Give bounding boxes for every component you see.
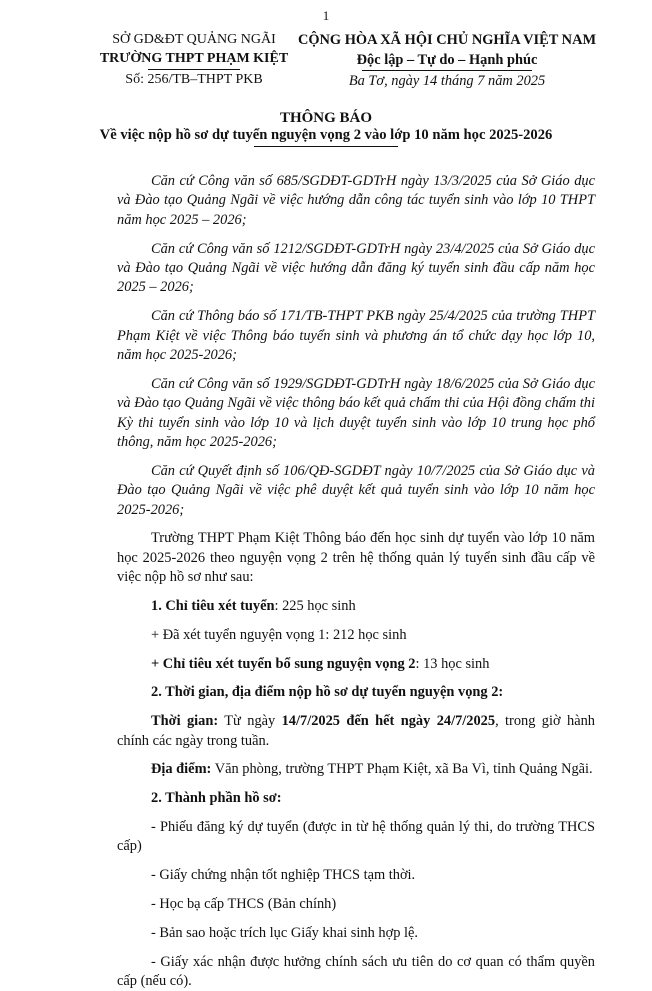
section-documents-heading: 2. Thành phần hồ sơ:: [151, 790, 282, 807]
legal-basis-1: Căn cứ Công văn số 685/SGDĐT-GDTrH ngày 13/3/2025 của Sở Giáo dục và Đào tạo Quảng Ngãi về việc hướng dẫn công tác tuyển sinh vào lớp 10 THPT năm học 2025 – 2026;: [117, 173, 595, 228]
document-body: [117, 172, 595, 991]
document-item: - Giấy xác nhận được hưởng chính sách ưu tiên do cơ quan có thẩm quyền cấp (nếu có).: [117, 953, 595, 990]
quota-round2-label: + Chỉ tiêu xét tuyển bổ sung nguyện vọng 2: [151, 655, 416, 672]
place-paragraph: [117, 760, 595, 779]
quota-round1: + Đã xét tuyển nguyện vọng 1: 212 học sinh: [151, 626, 407, 643]
country-name: CỘNG HÒA XÃ HỘI CHỦ NGHĨA VIỆT NAM: [297, 32, 597, 48]
legal-basis-3: Căn cứ Thông báo số 171/TB-THPT PKB ngày 25/4/2025 của trường THPT Phạm Kiệt về việc Thông báo tuyển sinh và phương án tổ chức dạy học lớp 10, năm học 2025-2026;: [117, 308, 595, 364]
document-item: - Giấy chứng nhận tốt nghiệp THCS tạm thời.: [151, 867, 416, 884]
place-label: Địa điểm:: [151, 761, 212, 778]
time-text-1: Từ ngày: [218, 713, 282, 730]
intro-paragraph: Trường THPT Phạm Kiệt Thông báo đến học sinh dự tuyển vào lớp 10 năm học 2025-2026 theo nguyện vọng 2 trên hệ thống quản lý tuyển sinh đầu cấp về việc nộp hồ sơ như sau:: [117, 530, 595, 586]
national-motto: Độc lập – Tự do – Hạnh phúc: [356, 52, 538, 68]
place-date: Ba Tơ, ngày 14 tháng 7 năm 2025: [348, 73, 546, 89]
legal-basis-5: Căn cứ Quyết định số 106/QĐ-SGDĐT ngày 10/7/2025 của Sở Giáo dục và Đào tạo Quảng Ngãi về việc phê duyệt kết quả tuyển sinh vào lớp 10 năm học 2025-2026;: [117, 462, 595, 518]
quota-round2: [117, 655, 595, 674]
time-text-2: , trong giờ hành chính các ngày trong tuần.: [117, 713, 595, 749]
department-name: SỞ GD&ĐT QUẢNG NGÃI: [112, 32, 276, 47]
legal-basis-4: Căn cứ Công văn số 1929/SGDĐT-GDTrH ngày 18/6/2025 của Sở Giáo dục và Đào tạo Quảng Ngãi về việc thông báo kết quả chấm thi của Hội đồng chấm thi Kỳ thi tuyển sinh vào lớp 10 và lịch duyệt tuyển sinh vào lớp 10 trung học phổ thông, năm học 2025-2026;: [117, 375, 595, 451]
header-left: [84, 30, 304, 89]
time-paragraph: [117, 712, 595, 751]
section-quota: [117, 597, 595, 616]
document-number: Số: 256/TB–THPT PKB: [125, 72, 263, 87]
time-range: 14/7/2025 đến hết ngày 24/7/2025: [281, 713, 496, 730]
document-subtitle: Về việc nộp hồ sơ dự tuyển nguyện vọng 2 vào lớp 10 năm học 2025-2026: [99, 127, 553, 143]
header-right: [292, 30, 602, 91]
document-item: - Bản sao hoặc trích lục Giấy khai sinh hợp lệ.: [151, 924, 418, 941]
place-text: Văn phòng, trường THPT Phạm Kiệt, xã Ba Vì, tỉnh Quảng Ngãi.: [211, 761, 593, 778]
section-time-place-heading: 2. Thời gian, địa điểm nộp hồ sơ dự tuyển nguyện vọng 2:: [151, 684, 504, 701]
page-number: 1: [322, 8, 330, 23]
document-item: - Học bạ cấp THCS (Bản chính): [151, 896, 337, 913]
time-label: Thời gian:: [151, 713, 219, 730]
document-title: THÔNG BÁO: [279, 110, 373, 126]
quota-heading: 1. Chỉ tiêu xét tuyển: [151, 598, 275, 615]
quota-round2-value: : 13 học sinh: [415, 655, 490, 672]
subtitle-underline: [254, 146, 398, 147]
legal-basis-2: Căn cứ Công văn số 1212/SGDĐT-GDTrH ngày 23/4/2025 của Sở Giáo dục và Đào tạo Quảng Ngãi về việc hướng dẫn đăng ký tuyển sinh đầu cấp năm học 2025 – 2026;: [117, 240, 595, 296]
quota-value: : 225 học sinh: [274, 598, 356, 615]
school-name: TRƯỜNG THPT PHẠM KIỆT: [99, 51, 289, 66]
document-item: - Phiếu đăng ký dự tuyển (được in từ hệ thống quản lý thi, do trường THCS cấp): [117, 819, 595, 855]
